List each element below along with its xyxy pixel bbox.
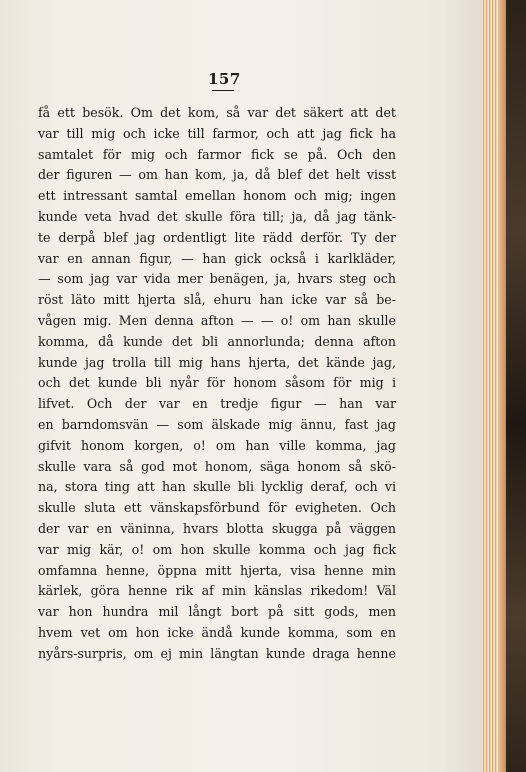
text-line: var en annan figur, — han gick också i karlkläder, bbox=[38, 250, 396, 266]
text-line: na, stora ting att han skulle bli lycklig deraf, och vi bbox=[38, 479, 396, 495]
text-line: vågen mig. Men denna afton — — o! om han skulle bbox=[38, 312, 396, 328]
text-line: kunde jag trolla till mig hans hjerta, det kände jag, bbox=[38, 354, 396, 370]
page-number: 157 bbox=[208, 70, 241, 88]
text-line: omfamna henne, öppna mitt hjerta, visa henne min bbox=[38, 562, 396, 578]
text-line: komma, då kunde det bli annorlunda; denna afton bbox=[38, 333, 396, 349]
page-stack-edge bbox=[482, 0, 498, 772]
text-line: gifvit honom korgen, o! om han ville komma, jag bbox=[38, 437, 396, 453]
book-cover-edge bbox=[506, 0, 526, 772]
text-line: hvem vet om hon icke ändå kunde komma, som en bbox=[38, 624, 396, 640]
text-line: lifvet. Och der var en tredje figur — han var bbox=[38, 396, 396, 412]
text-line: — som jag var vida mer benägen, ja, hvars steg och bbox=[38, 271, 396, 287]
text-line: och det kunde bli nyår för honom såsom för mig i bbox=[38, 375, 396, 391]
text-line: röst läto mitt hjerta slå, ehuru han icke var så be- bbox=[38, 292, 396, 308]
text-line: var hon hundra mil långt bort på sitt gods, men bbox=[38, 604, 396, 620]
text-line: te derpå blef jag ordentligt lite rädd derför. Ty der bbox=[38, 229, 396, 245]
text-line: skulle vara så god mot honom, säga honom så skö- bbox=[38, 458, 396, 474]
text-line: nyårs-surpris, om ej min längtan kunde draga henne bbox=[38, 645, 396, 661]
text-line: der var en väninna, hvars blotta skugga på väggen bbox=[38, 520, 396, 536]
page-number-underline bbox=[212, 90, 234, 91]
text-line: kunde veta hvad det skulle föra till; ja, då jag tänk- bbox=[38, 208, 396, 224]
text-line: en barndomsvän — som älskade mig ännu, fast jag bbox=[38, 416, 396, 432]
text-line: skulle sluta ett vänskapsförbund för evigheten. Och bbox=[38, 500, 396, 516]
page-stack-shadow bbox=[498, 0, 506, 772]
text-line: der figuren — om han kom, ja, då blef det helt visst bbox=[38, 167, 396, 183]
text-line: få ett besök. Om det kom, så var det säkert att det bbox=[38, 105, 396, 120]
text-line: kärlek, göra henne rik af min känslas rikedom! Väl bbox=[38, 583, 396, 599]
text-line: ett intressant samtal emellan honom och mig; ingen bbox=[38, 188, 396, 204]
text-line: var mig kär, o! om hon skulle komma och jag fick bbox=[38, 541, 396, 557]
body-text bbox=[38, 103, 396, 665]
text-line: samtalet för mig och farmor fick se på. Och den bbox=[38, 146, 396, 162]
text-line: var till mig och icke till farmor, och att jag fick ha bbox=[38, 125, 396, 141]
